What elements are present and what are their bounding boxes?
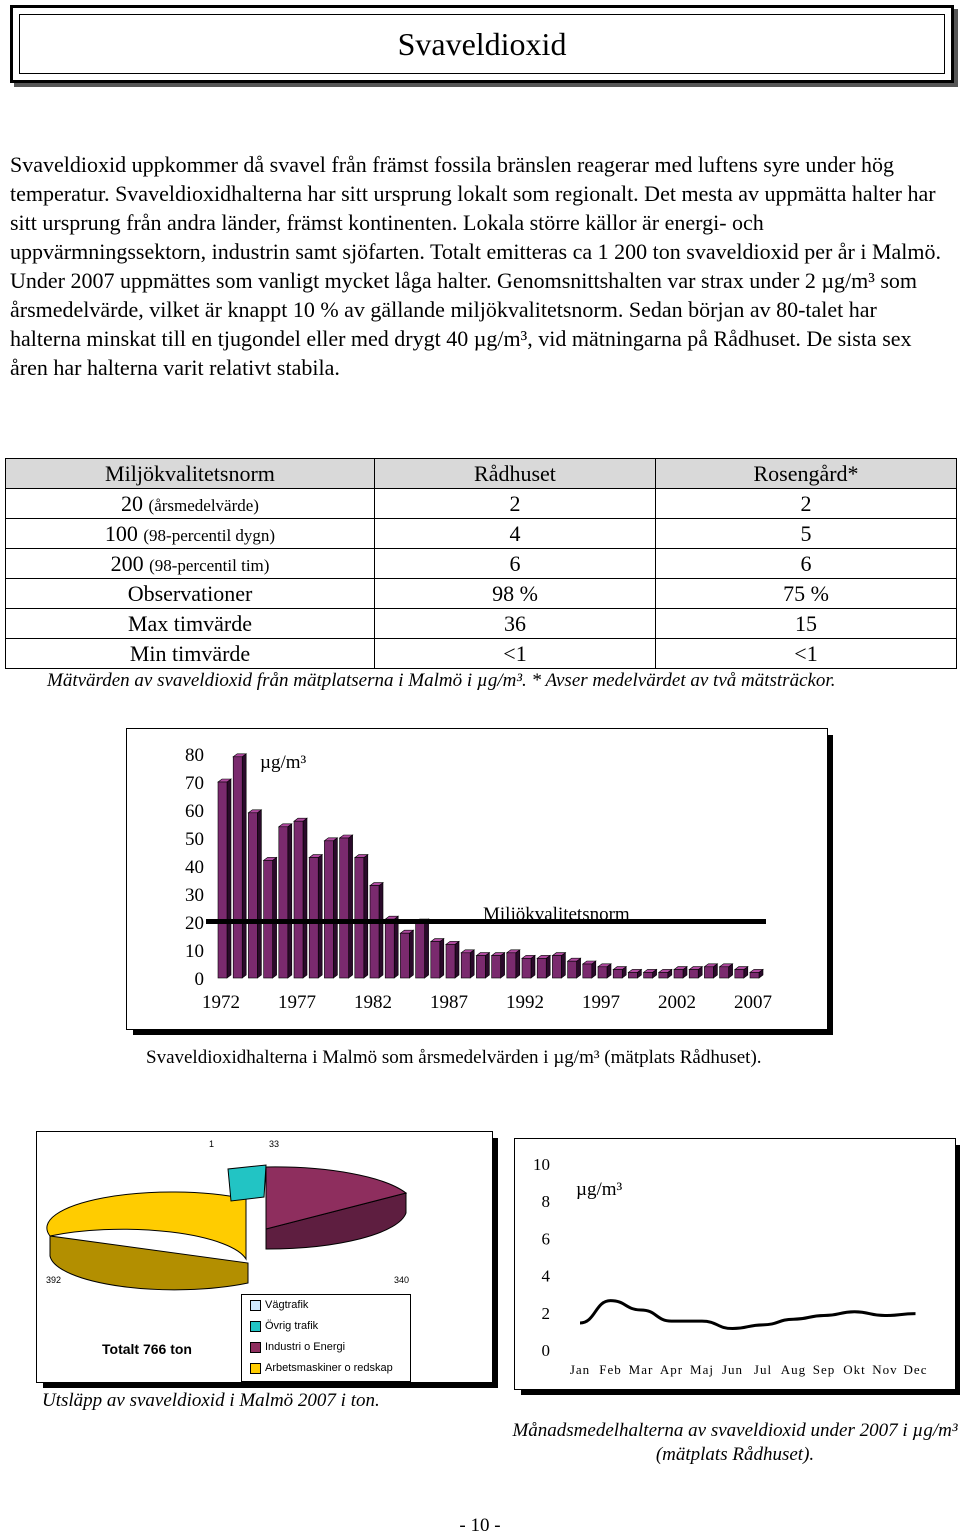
row-sublabel: (årsmedelvärde) — [148, 495, 259, 515]
x-tick-label: 1972 — [202, 992, 240, 1013]
page-title: Svaveldioxid — [397, 25, 567, 62]
y-tick-label: 0 — [194, 969, 204, 990]
x-tick-label: 2007 — [734, 992, 772, 1013]
bar — [400, 930, 413, 978]
table-cell: 2 — [656, 489, 957, 519]
bar — [613, 967, 626, 978]
bar — [628, 969, 641, 978]
line-chart-caption: Månadsmedelhalterna av svaveldioxid under 2007 i µg/m³ (mätplats Rådhuset). — [512, 1420, 958, 1465]
x-tick-label: Apr — [659, 1362, 684, 1377]
y-tick-label: 80 — [185, 745, 204, 766]
y-tick-label: 6 — [541, 1229, 550, 1249]
y-tick-label: 0 — [541, 1341, 550, 1360]
legend-label: Industri o Energi — [265, 1341, 346, 1353]
table-row — [6, 489, 957, 519]
bar — [309, 855, 322, 978]
intro-paragraph: Svaveldioxid uppkommer då svavel från främst fossila bränslen reagerar med luftens syre under hög temperatur. Svaveldioxidhalterna har sitt ursprung lokalt som regionalt. Det mesta av uppmätta halter har sitt ursprung från andra länder, främst kontinenten. Lokala större källor är energi- och uppvärmningssektorn, industrin samt sjöfarten. Totalt emitteras ca 1 200 ton svaveldioxid per år i Malmö. Under 2007 uppmättes som vanligt mycket låga halter. Genomsnittshalten var strax under 2 µg/m³ som årsmedelvärde, vilket är knappt 10 % av gällande miljökvalitetsnorm. Sedan början av 80-talet har halterna minskat till en tjugondel eller med drygt 40 µg/m³, vid mätningarna på Rådhuset. De sista sex åren har halterna varit relativt stabila. — [10, 152, 942, 380]
x-tick-label: Sep — [812, 1362, 836, 1377]
bar-chart-caption: Svaveldioxidhalterna i Malmö som årsmedelvärden i µg/m³ (mätplats Rådhuset). — [146, 1047, 762, 1068]
table-caption: Mätvärden av svaveldioxid från mätplatserna i Malmö i µg/m³. * Avser medelvärdet av två mätsträckor. — [47, 670, 836, 691]
bar — [689, 967, 702, 978]
bar — [674, 967, 687, 978]
y-tick-label: 4 — [541, 1266, 550, 1286]
x-tick-label: Dec — [903, 1362, 928, 1377]
table-cell: 75 % — [656, 579, 957, 609]
bar — [416, 919, 429, 978]
row-sublabel: (98-percentil dygn) — [143, 525, 276, 545]
table-cell: <1 — [656, 639, 957, 669]
bar — [735, 967, 748, 978]
pie-slice-side — [50, 1236, 248, 1290]
x-tick-label: 1987 — [430, 992, 468, 1013]
bar — [370, 883, 383, 978]
table-cell: 2 — [375, 489, 656, 519]
pie-label: 1 — [209, 1139, 215, 1149]
x-tick-label: Maj — [690, 1362, 714, 1377]
pie-label: 33 — [269, 1139, 280, 1149]
y-tick-label: 10 — [185, 941, 204, 962]
table-header-cell: Miljökvalitetsnorm — [6, 459, 375, 489]
y-tick-label: 30 — [185, 885, 204, 906]
table-header-cell: Rosengård* — [656, 459, 957, 489]
y-tick-label: 40 — [185, 857, 204, 878]
bar — [431, 939, 444, 978]
bar-chart — [126, 728, 831, 1028]
x-tick-label: Jan — [569, 1362, 591, 1377]
x-tick-label: Nov — [872, 1362, 898, 1377]
x-tick-label: 1992 — [506, 992, 544, 1013]
table-cell: 4 — [375, 519, 656, 549]
bar — [537, 955, 550, 978]
legend-item — [250, 1320, 318, 1332]
x-tick-label: 1997 — [582, 992, 620, 1013]
line-chart — [514, 1138, 954, 1388]
x-tick-label: 1977 — [278, 992, 316, 1013]
line-unit-label: µg/m³ — [576, 1179, 623, 1200]
x-tick-label: Okt — [843, 1362, 866, 1377]
table-cell: Observationer — [6, 579, 375, 609]
legend-swatch — [250, 1300, 261, 1311]
bar — [385, 916, 398, 978]
line-series — [580, 1301, 916, 1329]
table-cell: 98 % — [375, 579, 656, 609]
table-cell: Max timvärde — [6, 609, 375, 639]
table-cell — [6, 519, 375, 549]
row-sublabel: (98-percentil tim) — [149, 555, 270, 575]
bar — [461, 950, 474, 978]
pie-chart-caption: Utsläpp av svaveldioxid i Malmö 2007 i ton. — [42, 1390, 380, 1411]
table-cell: Min timvärde — [6, 639, 375, 669]
bar — [340, 835, 353, 978]
page-number: - 10 - — [459, 1515, 501, 1536]
legend-item — [250, 1299, 308, 1311]
table-cell: 36 — [375, 609, 656, 639]
bar — [659, 969, 672, 978]
table-cell: <1 — [375, 639, 656, 669]
legend-swatch — [250, 1363, 261, 1374]
x-tick-label: Jul — [753, 1362, 773, 1377]
y-tick-label: 70 — [185, 773, 204, 794]
legend-swatch — [250, 1342, 261, 1353]
x-tick-label: 2002 — [658, 992, 696, 1013]
title-box — [10, 5, 954, 83]
table-row — [6, 579, 957, 609]
table-header-row — [6, 459, 957, 489]
x-tick-label: Aug — [780, 1362, 807, 1377]
bar — [568, 958, 581, 978]
bar — [644, 969, 657, 978]
norm-label: Miljökvalitetsnorm — [483, 904, 630, 925]
table-row — [6, 609, 957, 639]
legend-item — [250, 1341, 345, 1353]
table-row — [6, 549, 957, 579]
legend-label: Arbetsmaskiner o redskap — [265, 1362, 393, 1374]
y-tick-label: 8 — [541, 1192, 550, 1212]
x-tick-label: Jun — [721, 1362, 744, 1377]
x-tick-label: Feb — [599, 1362, 622, 1377]
intro-text — [10, 150, 950, 382]
table-cell: 6 — [656, 549, 957, 579]
y-tick-label: 2 — [541, 1303, 550, 1323]
table-cell — [6, 549, 375, 579]
y-tick-label: 10 — [533, 1155, 550, 1174]
bar — [598, 964, 611, 978]
bar — [446, 941, 459, 978]
bar — [476, 953, 489, 978]
pie-legend — [241, 1294, 411, 1382]
table-cell: 15 — [656, 609, 957, 639]
bar — [750, 969, 763, 978]
norm-table — [5, 458, 957, 669]
bar — [218, 779, 231, 978]
bar — [355, 855, 368, 978]
table-row — [6, 519, 957, 549]
bar — [552, 953, 565, 978]
y-tick-label: 60 — [185, 801, 204, 822]
x-tick-label: Mar — [628, 1362, 654, 1377]
pie-label: 392 — [46, 1275, 62, 1285]
legend-item — [250, 1362, 393, 1374]
pie-total-label: Totalt 766 ton — [102, 1341, 192, 1357]
legend-label: Vägtrafik — [265, 1299, 309, 1311]
bar — [704, 964, 717, 978]
bar — [264, 857, 277, 978]
bar — [507, 950, 520, 978]
y-tick-label: 20 — [185, 913, 204, 934]
x-tick-label: 1982 — [354, 992, 392, 1013]
bar — [583, 961, 596, 978]
bar — [279, 824, 292, 978]
table-row — [6, 639, 957, 669]
legend-label: Övrig trafik — [265, 1320, 319, 1332]
row-label: 200 — [110, 550, 144, 576]
y-tick-label: 50 — [185, 829, 204, 850]
bar-unit-label: µg/m³ — [260, 752, 307, 773]
table-cell: 6 — [375, 549, 656, 579]
pie-slice-ovrig-trafik — [228, 1165, 266, 1201]
bar — [248, 810, 261, 978]
table-cell: 5 — [656, 519, 957, 549]
row-label: 20 — [121, 490, 144, 516]
legend-swatch — [250, 1321, 261, 1332]
pie-label: 340 — [394, 1275, 410, 1285]
bar — [492, 953, 505, 978]
bar — [522, 955, 535, 978]
table-header-cell: Rådhuset — [375, 459, 656, 489]
bar — [324, 838, 337, 978]
table-cell — [6, 489, 375, 519]
bar — [294, 818, 307, 978]
row-label: 100 — [104, 520, 138, 546]
bar — [233, 754, 246, 978]
bar — [720, 964, 733, 978]
